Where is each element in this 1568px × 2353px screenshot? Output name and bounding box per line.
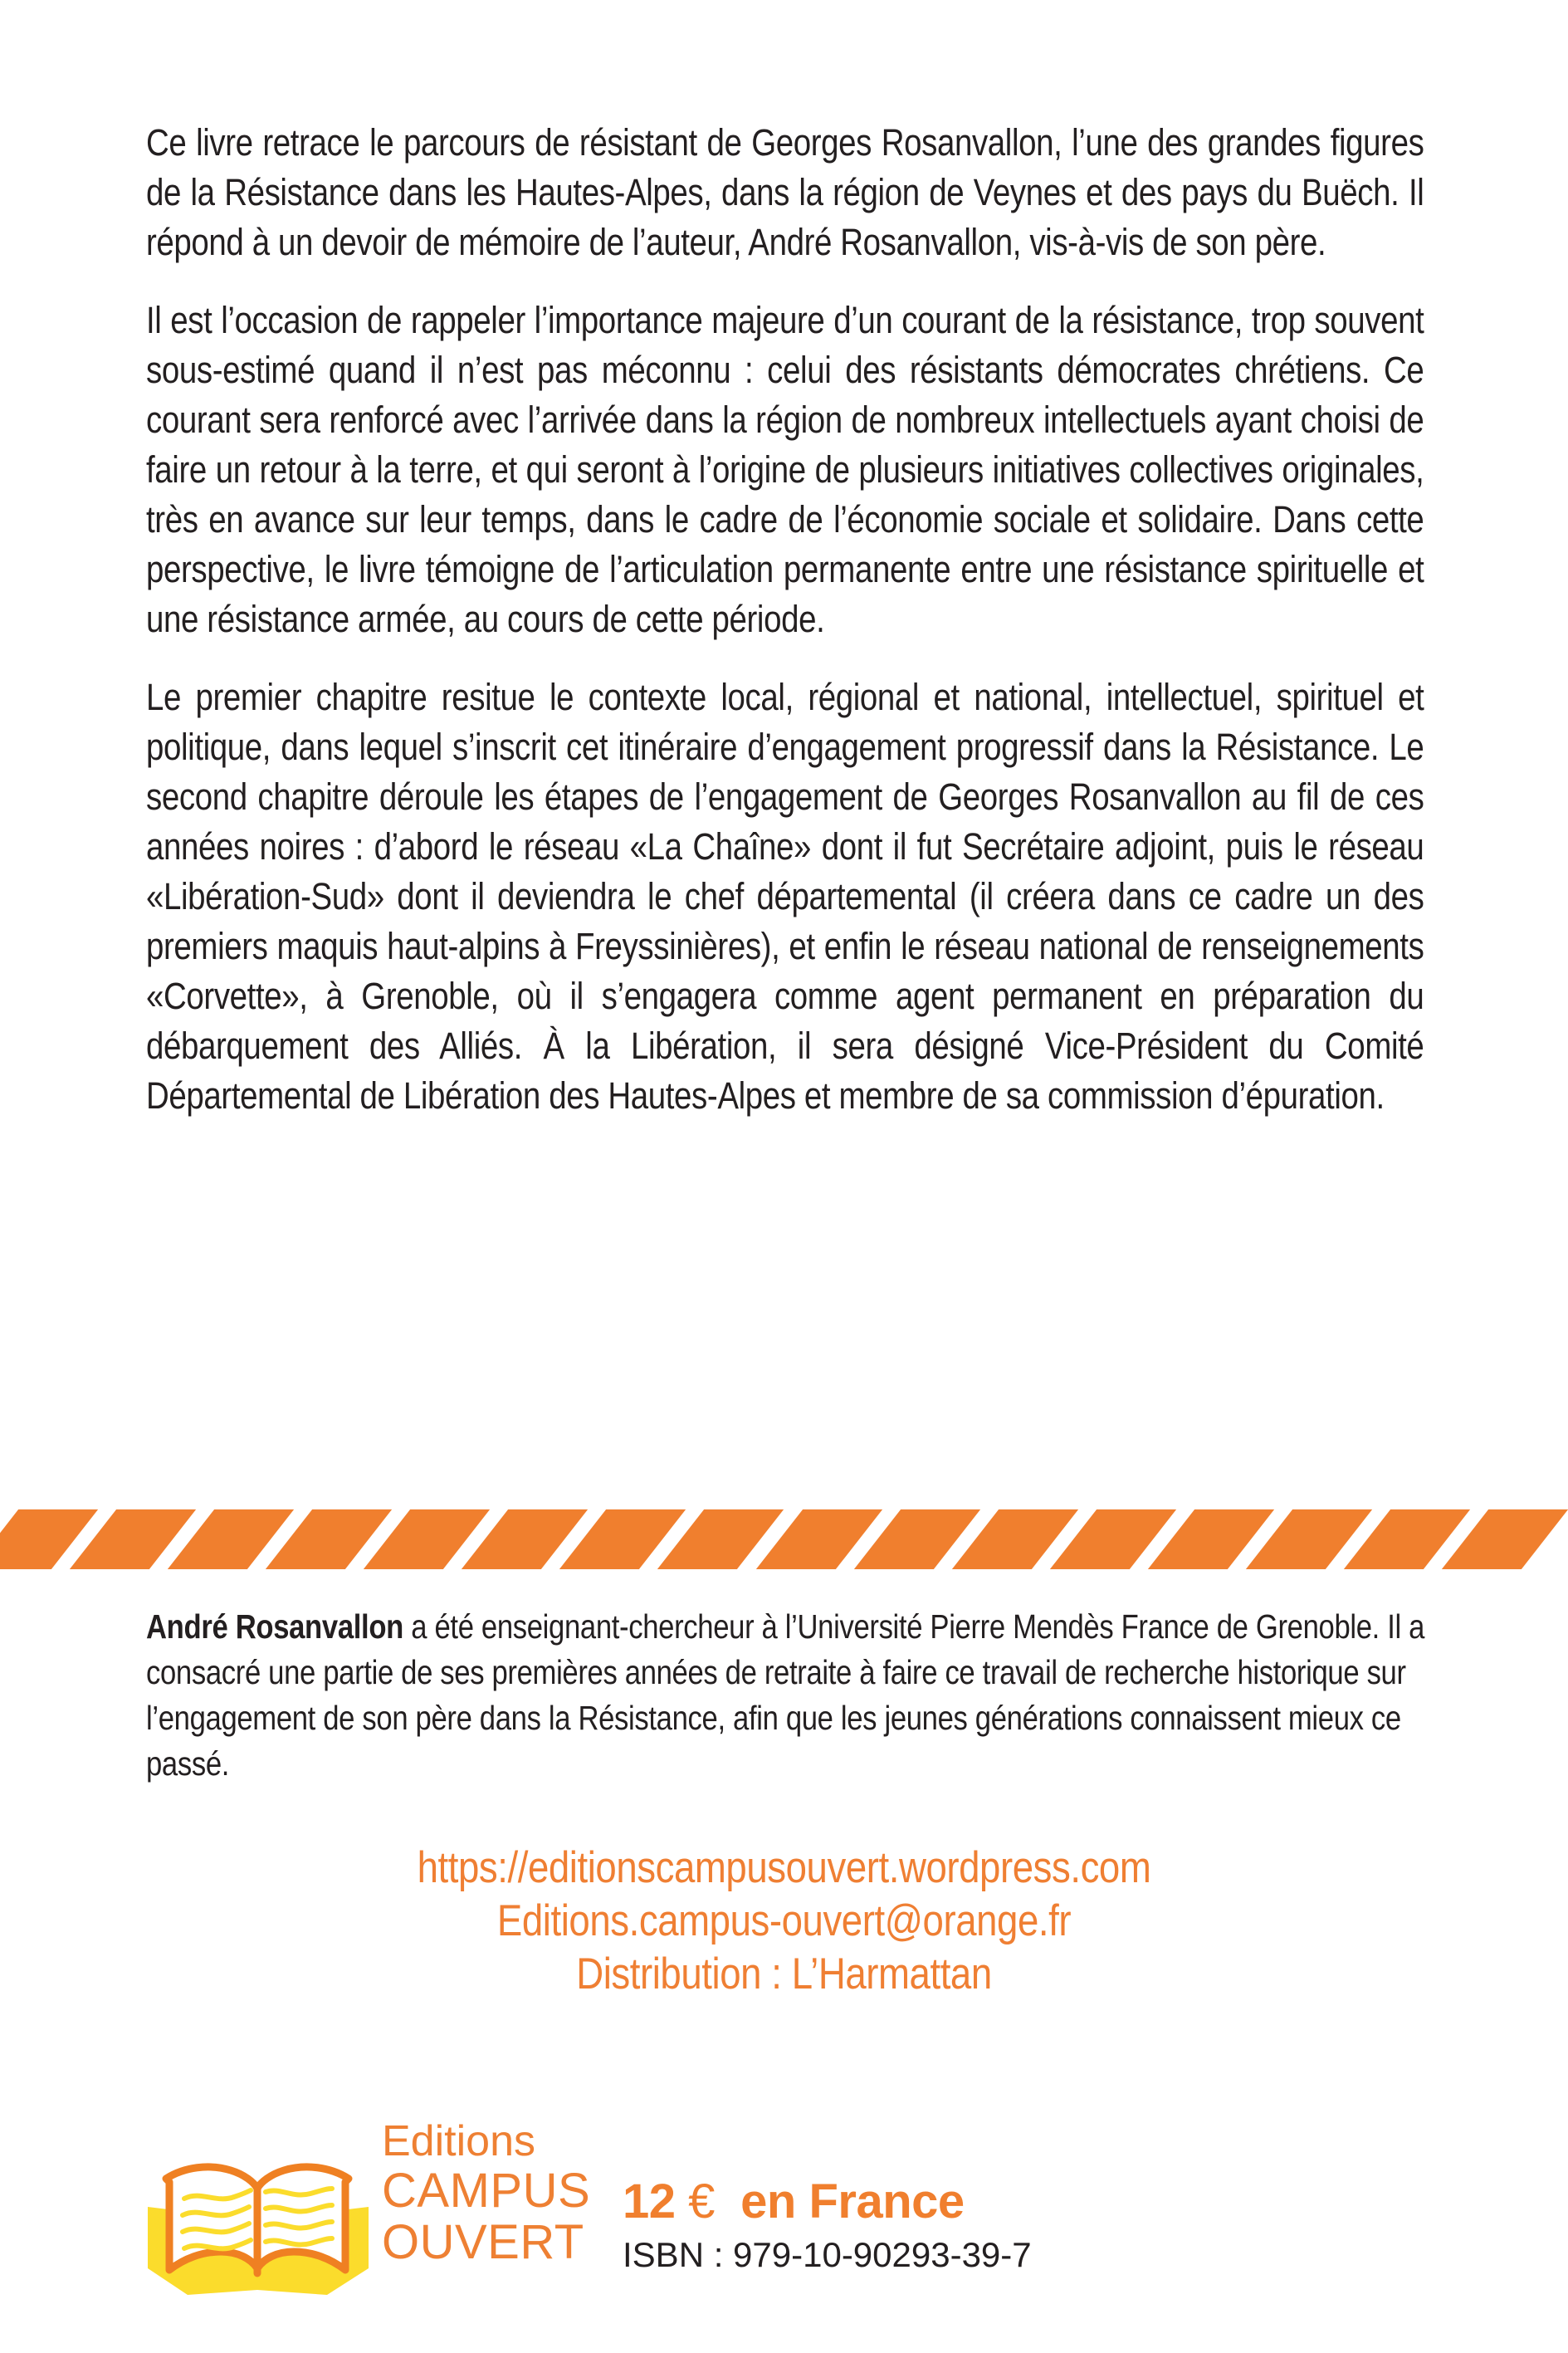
publisher-name-line-1: Editions: [382, 2117, 535, 2165]
author-name: André Rosanvallon: [146, 1607, 403, 1646]
price-line: [623, 2174, 1032, 2230]
price-amount: 12: [623, 2174, 676, 2228]
author-bio-paragraph: [146, 1604, 1428, 1787]
publisher-logo-text: [382, 2119, 590, 2268]
price-block: [623, 2174, 1032, 2278]
publisher-name-line-2: CAMPUS: [382, 2163, 591, 2218]
orange-stripe-divider: [0, 1509, 1568, 1569]
publisher-contact-block: [0, 1842, 1568, 2001]
publisher-logo: [133, 2117, 591, 2318]
author-bio-block: [146, 1604, 1429, 1787]
distribution-line: Distribution : L’Harmattan: [576, 1949, 992, 1998]
blurb-paragraph-3: Le premier chapitre resitue le contexte local, régional et national, intellectuel, spirituel et politique, dans lequel s’inscrit cet itinéraire d’engagement progressif dans la Résistance. Le second chapitre déroule les étapes de l’engagement de Georges Rosanvallon au fil de ces années noires : d’abord le réseau «La Chaîne» dont il fut Secrétaire adjoint, puis le réseau «Libération-Sud» dont il deviendra le chef départemental (il créera dans ce cadre un des premiers maquis haut-alpins à Freyssinières), et enfin le réseau national de renseignements «Corvette», à Grenoble, où il s’engagera comme agent permanent en préparation du débarquement des Alliés. À la Libération, il sera désigné Vice-Président du Comité Départemental de Libération des Hautes-Alpes et membre de sa commission d’épuration.: [146, 676, 1424, 1117]
publisher-website-link[interactable]: https://editionscampusouvert.wordpress.com: [417, 1843, 1151, 1892]
publisher-name-line-3: OUVERT: [382, 2214, 584, 2269]
isbn-line: ISBN : 979-10-90293-39-7: [623, 2235, 1032, 2274]
publisher-email-link[interactable]: Editions.campus-ouvert@orange.fr: [496, 1896, 1072, 1945]
open-book-icon: [133, 2127, 382, 2302]
blurb-paragraph-2: Il est l’occasion de rappeler l’importance majeure d’un courant de la résistance, trop souvent sous-estimé quand il n’est pas méconnu : celui des résistants démocrates chrétiens. Ce courant sera renforcé avec l’arrivée dans la région de nombreux intellectuels ayant choisi de faire un retour à la terre, et qui seront à l’origine de plusieurs initiatives collectives originales, très en avance sur leur temps, dans le cadre de l’économie sociale et solidaire. Dans cette perspective, le livre témoigne de l’articulation permanente entre une résistance spirituelle et une résistance armée, au cours de cette période.: [146, 299, 1424, 640]
euro-symbol: €: [688, 2174, 715, 2228]
author-bio-text: a été enseignant-chercheur à l’Université Pierre Mendès France de Grenoble. Il a consacré une partie de ses premières années de retraite à faire ce travail de recherche historique sur l’engagement de son père dans la Résistance, afin que les jeunes générations connaissent mieux ce passé.: [146, 1607, 1425, 1783]
blurb-paragraph-1: Ce livre retrace le parcours de résistant de Georges Rosanvallon, l’une des grandes figures de la Résistance dans les Hautes-Alpes, dans la région de Veynes et des pays du Buëch. Il répond à un devoir de mémoire de l’auteur, André Rosanvallon, vis-à-vis de son père.: [146, 121, 1424, 263]
blurb-text-block: [146, 118, 1424, 1121]
footer: [0, 2109, 1568, 2325]
price-region: en France: [740, 2174, 965, 2228]
